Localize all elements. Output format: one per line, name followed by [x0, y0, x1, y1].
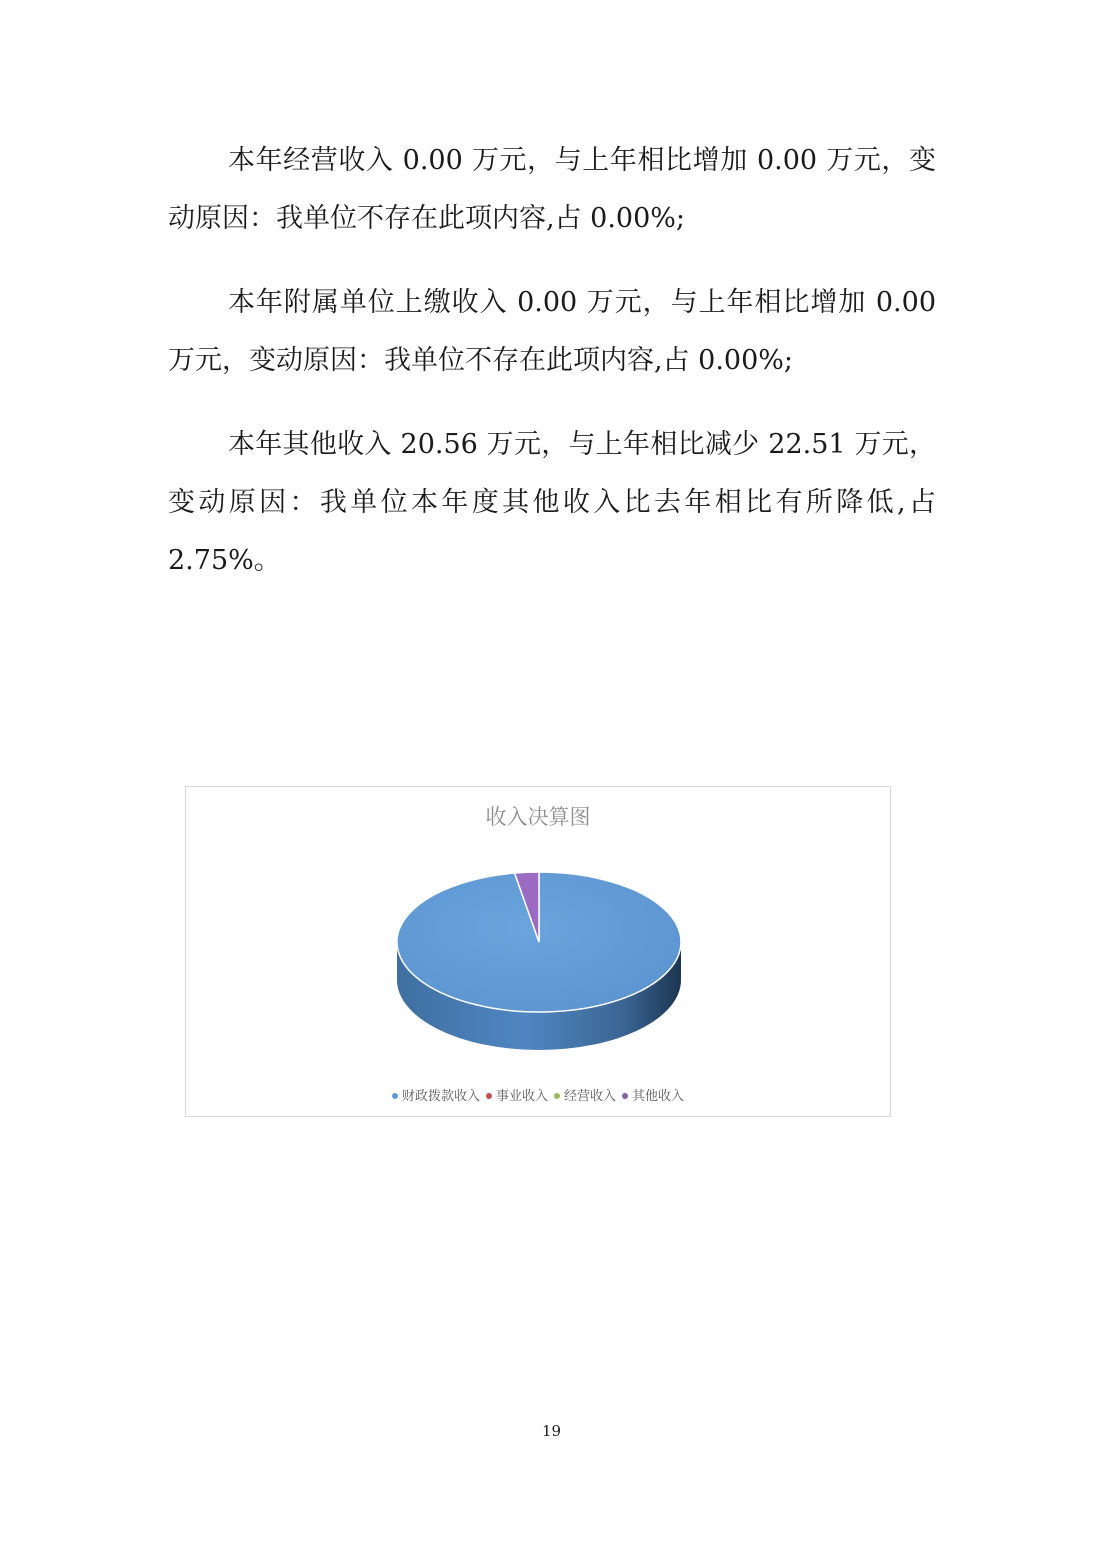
legend-item	[554, 1085, 616, 1104]
legend-item	[486, 1085, 548, 1104]
chart-legend	[186, 1085, 890, 1104]
legend-swatch	[486, 1093, 492, 1099]
legend-label: 其他收入	[632, 1089, 685, 1104]
pie-chart-svg	[186, 787, 892, 1118]
paragraph-other-income: 本年其他收入 20.56 万元，与上年相比减少 22.51 万元，变动原因：我单位本年度其他收入比去年相比有所降低,占 2.75%。	[168, 429, 936, 576]
page-number: 19	[541, 1422, 562, 1440]
paragraph-affiliated-income: 本年附属单位上缴收入 0.00 万元，与上年相比增加 0.00 万元，变动原因：我单位不存在此项内容,占 0.00%;	[168, 287, 936, 376]
legend-item	[392, 1085, 480, 1104]
legend-label: 经营收入	[564, 1089, 617, 1104]
legend-label: 事业收入	[495, 1089, 548, 1104]
chart-title: 收入决算图	[485, 805, 591, 829]
legend-swatch	[392, 1093, 398, 1099]
legend-label: 财政拨款收入	[401, 1089, 480, 1104]
income-pie-chart	[185, 786, 891, 1117]
paragraph-operating-income: 本年经营收入 0.00 万元，与上年相比增加 0.00 万元，变动原因：我单位不存在此项内容,占 0.00%;	[168, 145, 936, 234]
legend-swatch	[622, 1093, 628, 1099]
legend-item	[622, 1085, 684, 1104]
legend-swatch	[554, 1093, 560, 1099]
